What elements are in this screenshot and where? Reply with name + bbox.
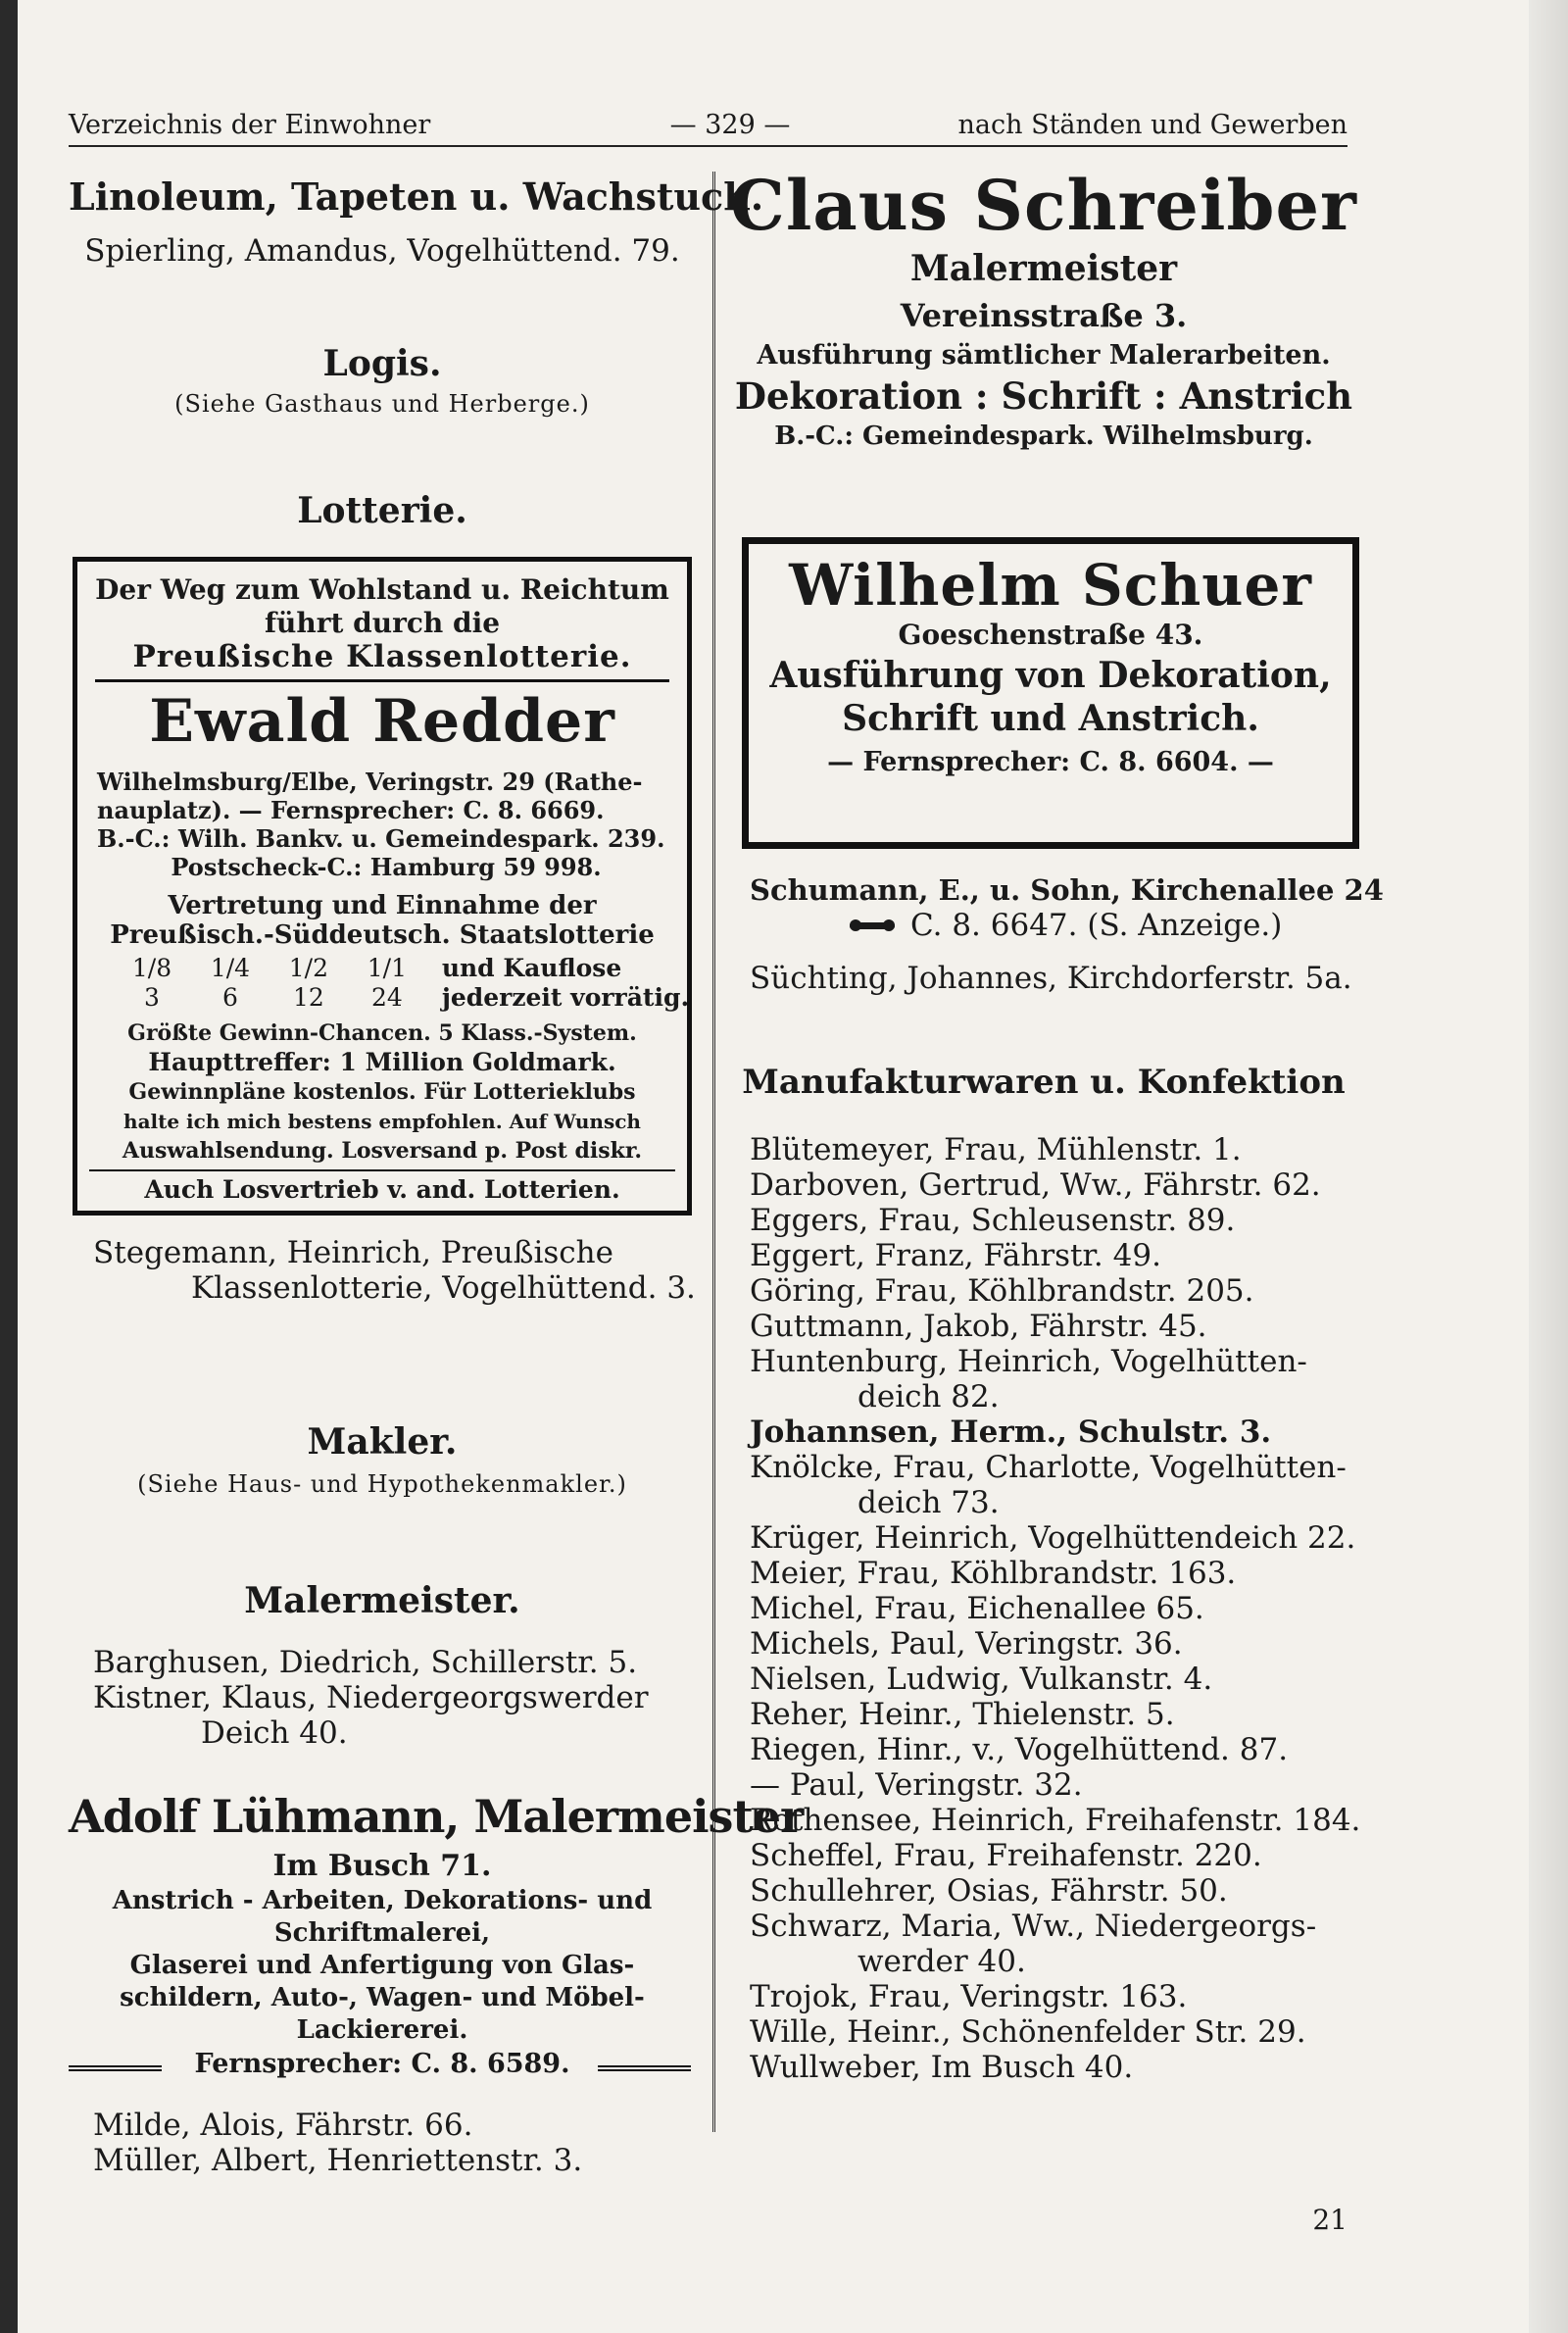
ad-luehmann <box>69 1790 804 2047</box>
ad-line: Ausführung sämtlicher Malerarbeiten. <box>757 340 1331 371</box>
telephone-icon <box>848 908 897 943</box>
header-left: Verzeichnis der Einwohner <box>69 110 431 140</box>
list-item: Riegen, Hinr., v., Vogelhüttend. 87. <box>750 1732 1289 1767</box>
ad-line: Dekoration : Schrift : Anstrich <box>734 374 1353 418</box>
ad-line: und Kauflose <box>441 954 622 982</box>
section-malermeister <box>69 1580 696 1621</box>
list-item: Göring, Frau, Köhlbrandstr. 205. <box>750 1273 1254 1309</box>
list-item: Krüger, Heinrich, Vogelhüttendeich 22. <box>750 1520 1356 1556</box>
ad-rule <box>95 679 669 682</box>
list-item: Wullweber, Im Busch 40. <box>750 2050 1134 2085</box>
header-right: nach Ständen und Gewerben <box>957 110 1348 140</box>
ad-name: Claus Schreiber <box>730 165 1357 246</box>
section-title: Malermeister. <box>244 1580 520 1621</box>
list-item: Eggers, Frau, Schleusenstr. 89. <box>750 1203 1236 1238</box>
list-item: Michels, Paul, Veringstr. 36. <box>750 1626 1183 1662</box>
ad-line: Postscheck-C.: Hamburg 59 998. <box>171 853 602 881</box>
ad-schuer <box>742 537 1359 849</box>
ad-line: Auch Losvertrieb v. and. Lotterien. <box>144 1175 620 1204</box>
list-item: — Paul, Veringstr. 32. <box>750 1767 1083 1803</box>
ad-line: Auswahlsendung. Losversand p. Post diskr. <box>122 1138 643 1164</box>
page-edge-left <box>0 0 18 2333</box>
ad-line: halte ich mich bestens empfohlen. Auf Wunsch <box>123 1110 641 1133</box>
section-title: Linoleum, Tapeten u. Wachstuch. <box>69 174 764 219</box>
phone-number: C. 8. 6647. (S. Anzeige.) <box>910 908 1283 943</box>
fraction: 1/8 <box>131 954 172 982</box>
list-item: Knölcke, Frau, Charlotte, Vogelhütten- <box>750 1450 1347 1485</box>
list-item: Nielsen, Ludwig, Vulkanstr. 4. <box>750 1662 1213 1697</box>
ad-line: nauplatz). — Fernsprecher: C. 8. 6669. <box>97 796 605 824</box>
list-item: Darboven, Gertrud, Ww., Fährstr. 62. <box>750 1167 1321 1203</box>
fraction: 1/4 <box>210 954 251 982</box>
section-title: Manufakturwaren u. Konfektion <box>742 1063 1346 1102</box>
ad-line: Größte Gewinn-Chancen. 5 Klass.-System. <box>127 1020 637 1046</box>
fraction-row <box>117 954 665 983</box>
ad-line: Goeschenstraße 43. <box>898 619 1203 651</box>
price-row <box>117 983 690 1013</box>
ad-line: Im Busch 71. <box>272 1849 492 1883</box>
list-item: Blütemeyer, Frau, Mühlenstr. 1. <box>750 1132 1242 1167</box>
section-title: Lotterie. <box>297 490 467 531</box>
list-item: Johannsen, Herm., Schulstr. 3. <box>750 1415 1272 1450</box>
list-item: Michel, Frau, Eichenallee 65. <box>750 1591 1204 1626</box>
ad-line: jederzeit vorrätig. <box>441 983 690 1012</box>
section-makler <box>69 1421 696 1498</box>
fraction: 1/2 <box>288 954 329 982</box>
section-title: Logis. <box>322 343 442 384</box>
ad-line: Lackiererei. <box>296 2015 468 2045</box>
section-note: (Siehe Gasthaus und Herberge.) <box>174 390 590 418</box>
ad-line: Der Weg zum Wohlstand u. Reichtum <box>95 573 669 606</box>
ad-line: Schriftmalerei, <box>273 1918 491 1948</box>
list-item: Barghusen, Diedrich, Schillerstr. 5. <box>93 1645 638 1680</box>
list-item: Schwarz, Maria, Ww., Niedergeorgs- <box>750 1909 1317 1944</box>
list-item: Meier, Frau, Köhlbrandstr. 163. <box>750 1556 1237 1591</box>
list-item: werder 40. <box>858 1944 1026 1979</box>
section-logis <box>69 343 696 418</box>
ad-line: Wilhelmsburg/Elbe, Veringstr. 29 (Rathe- <box>97 768 643 796</box>
list-item: Huntenburg, Heinrich, Vogelhütten- <box>750 1344 1307 1379</box>
ad-schreiber <box>730 165 1357 451</box>
list-item: Scheffel, Frau, Freihafenstr. 220. <box>750 1838 1262 1873</box>
list-item: Kistner, Klaus, Niedergeorgswerder <box>93 1680 649 1715</box>
section-manufaktur <box>730 1063 1357 1102</box>
list-item: Müller, Albert, Henriettenstr. 3. <box>93 2143 583 2178</box>
price: 6 <box>222 983 238 1012</box>
list-item: deich 73. <box>858 1485 1000 1520</box>
list-item: Milde, Alois, Fährstr. 66. <box>93 2108 473 2143</box>
ad-line: B.-C.: Wilh. Bankv. u. Gemeindespark. 239. <box>97 824 665 853</box>
ad-line: Ausführung von Dekoration, <box>769 655 1332 696</box>
fraction: 1/1 <box>367 954 407 982</box>
page-edge-right <box>1529 0 1568 2333</box>
ad-line: Vereinsstraße 3. <box>900 297 1188 334</box>
list-item: Wille, Heinr., Schönenfelder Str. 29. <box>750 2014 1306 2050</box>
section-title: Makler. <box>307 1421 458 1463</box>
ad-phone: Fernsprecher: C. 8. 6589. <box>194 2049 570 2079</box>
ad-line: Preußisch.-Süddeutsch. Staatslotterie <box>110 920 655 950</box>
list-item: Trojok, Frau, Veringstr. 163. <box>750 1979 1188 2014</box>
list-item <box>750 908 1357 943</box>
list-item: Klassenlotterie, Vogelhüttend. 3. <box>191 1270 696 1306</box>
ad-name: Ewald Redder <box>149 687 615 756</box>
ad-phone: — Fernsprecher: C. 8. 6604. — <box>827 747 1274 777</box>
ad-line: Schrift und Anstrich. <box>842 698 1259 739</box>
section-linoleum <box>69 174 764 219</box>
section-note: (Siehe Haus- und Hypothekenmakler.) <box>137 1470 627 1498</box>
list-item: Rothensee, Heinrich, Freihafenstr. 184. <box>750 1803 1361 1838</box>
ad-line: Glaserei und Anfertigung von Glas- <box>129 1951 635 1980</box>
ad-line: Anstrich - Arbeiten, Dekorations- und <box>112 1886 653 1915</box>
page-number: — 329 — <box>669 110 791 140</box>
signature-mark: 21 <box>1312 2204 1348 2236</box>
ad-name: Wilhelm Schuer <box>789 552 1312 619</box>
price: 3 <box>144 983 160 1012</box>
ad-line: Malermeister <box>909 248 1178 289</box>
list-item: Schullehrer, Osias, Fährstr. 50. <box>750 1873 1228 1909</box>
ad-name: Adolf Lühmann, Malermeister <box>69 1790 804 1843</box>
ad-redder <box>73 557 692 1216</box>
list-item: Deich 40. <box>201 1715 348 1751</box>
ad-line: B.-C.: Gemeindespark. Wilhelmsburg. <box>774 422 1313 451</box>
list-item: Schumann, E., u. Sohn, Kirchenallee 24 <box>750 873 1384 907</box>
section-lotterie <box>69 490 696 531</box>
manufaktur-list <box>750 1132 1361 2085</box>
running-header <box>69 106 1348 145</box>
list-item: Süchting, Johannes, Kirchdorferstr. 5a. <box>750 961 1352 996</box>
ad-line: Haupttreffer: 1 Million Goldmark. <box>148 1048 616 1076</box>
ad-line: schildern, Auto-, Wagen- und Möbel- <box>120 1983 645 2012</box>
ad-line: Preußische Klassenlotterie. <box>132 639 632 674</box>
list-item: Spierling, Amandus, Vogelhüttend. 79. <box>84 233 680 269</box>
price: 12 <box>293 983 324 1012</box>
ad-line: Vertretung und Einnahme der <box>168 891 597 920</box>
ad-line: führt durch die <box>264 607 501 639</box>
price: 24 <box>370 983 403 1012</box>
ad-line: Gewinnpläne kostenlos. Für Lotterieklubs <box>128 1079 636 1105</box>
ad-rule <box>89 1169 675 1171</box>
header-rule <box>69 145 1348 147</box>
list-item: Eggert, Franz, Fährstr. 49. <box>750 1238 1161 1273</box>
list-item: deich 82. <box>858 1379 1000 1415</box>
list-item: Reher, Heinr., Thielenstr. 5. <box>750 1697 1175 1732</box>
list-item: Stegemann, Heinrich, Preußische <box>93 1235 613 1270</box>
list-item: Guttmann, Jakob, Fährstr. 45. <box>750 1309 1207 1344</box>
